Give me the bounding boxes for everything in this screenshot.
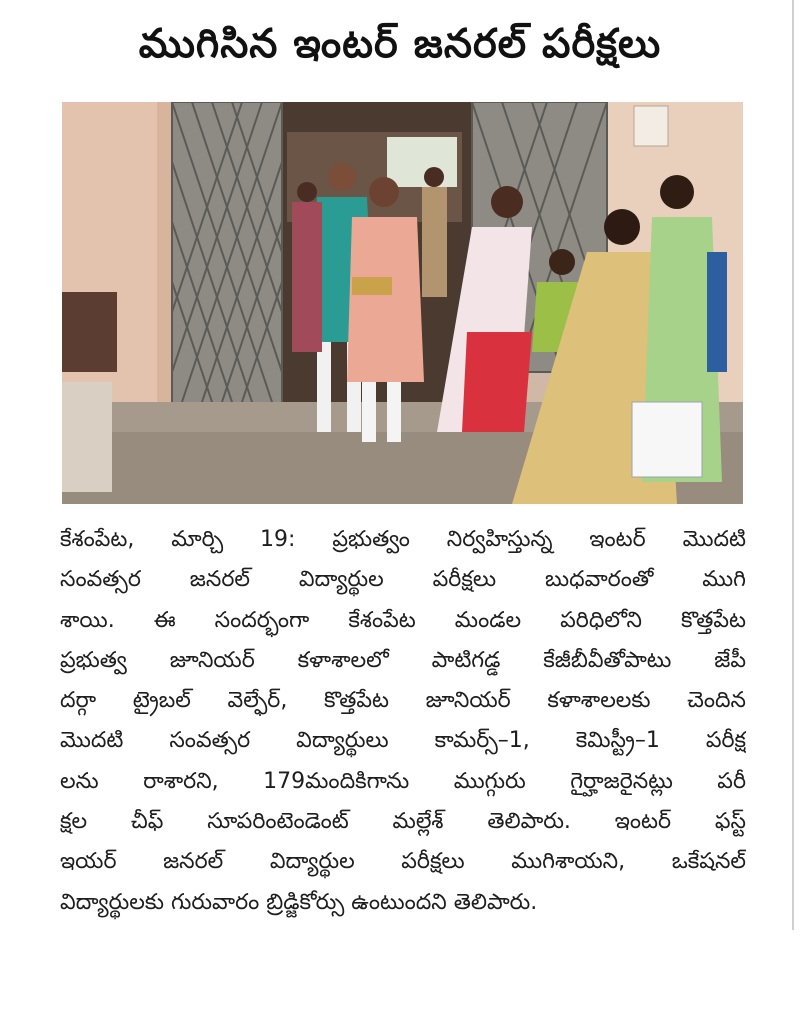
article-body-line: సంవత్సర జనరల్ విద్యార్థుల పరీక్షలు బుధవారంతో ముగి bbox=[60, 567, 746, 593]
article-headline: ముగిసిన ఇంటర్ జనరల్ పరీక్షలు bbox=[138, 21, 662, 67]
article-body-line: లను రాశారని, 179మందికిగాను ముగ్గురు గైర్హాజరైనట్లు పరీ bbox=[60, 768, 746, 794]
page-edge-divider bbox=[792, 0, 794, 930]
article-body-line: క్షల చీఫ్ సూపరింటెండెంట్ మల్లేశ్ తెలిపారు. ఇంటర్ ఫస్ట్ bbox=[60, 809, 746, 835]
article-body-line: మొదటి సంవత్సర విద్యార్థులు కామర్స్–1, కెమిస్ట్రీ–1 పరీక్ష bbox=[60, 728, 746, 754]
article-body-line: కేశంపేట, మార్చి 19: ప్రభుత్వం నిర్వహిస్తున్న ఇంటర్ మొదటి bbox=[60, 527, 746, 552]
left-gate bbox=[172, 102, 282, 432]
article-body-line: ప్రభుత్వ జూనియర్ కళాశాలలో పాటిగడ్డ కేజీబీవీతోపాటు జేపీ bbox=[60, 647, 746, 673]
article-body-line: శాయి. ఈ సందర్భంగా కేశంపేట మండల పరిధిలోని కొత్తపేట bbox=[60, 607, 746, 633]
article-body-line: విద్యార్థులకు గురువారం బ్రిడ్జికోర్సు ఉంటుందని తెలిపారు. bbox=[60, 889, 538, 915]
article-body-line: దర్గా ట్రైబల్ వెల్ఫేర్, కొత్తపేట జూనియర్ కళాశాలలకు చెందిన bbox=[60, 688, 746, 714]
article-body bbox=[60, 520, 746, 923]
news-photo bbox=[62, 102, 743, 504]
students-leaving-exam-hall-illustration bbox=[62, 102, 743, 504]
article-body-line: ఇయర్ జనరల్ విద్యార్థుల పరీక్షలు ముగిశాయని, ఒకేషనల్ bbox=[60, 849, 746, 875]
